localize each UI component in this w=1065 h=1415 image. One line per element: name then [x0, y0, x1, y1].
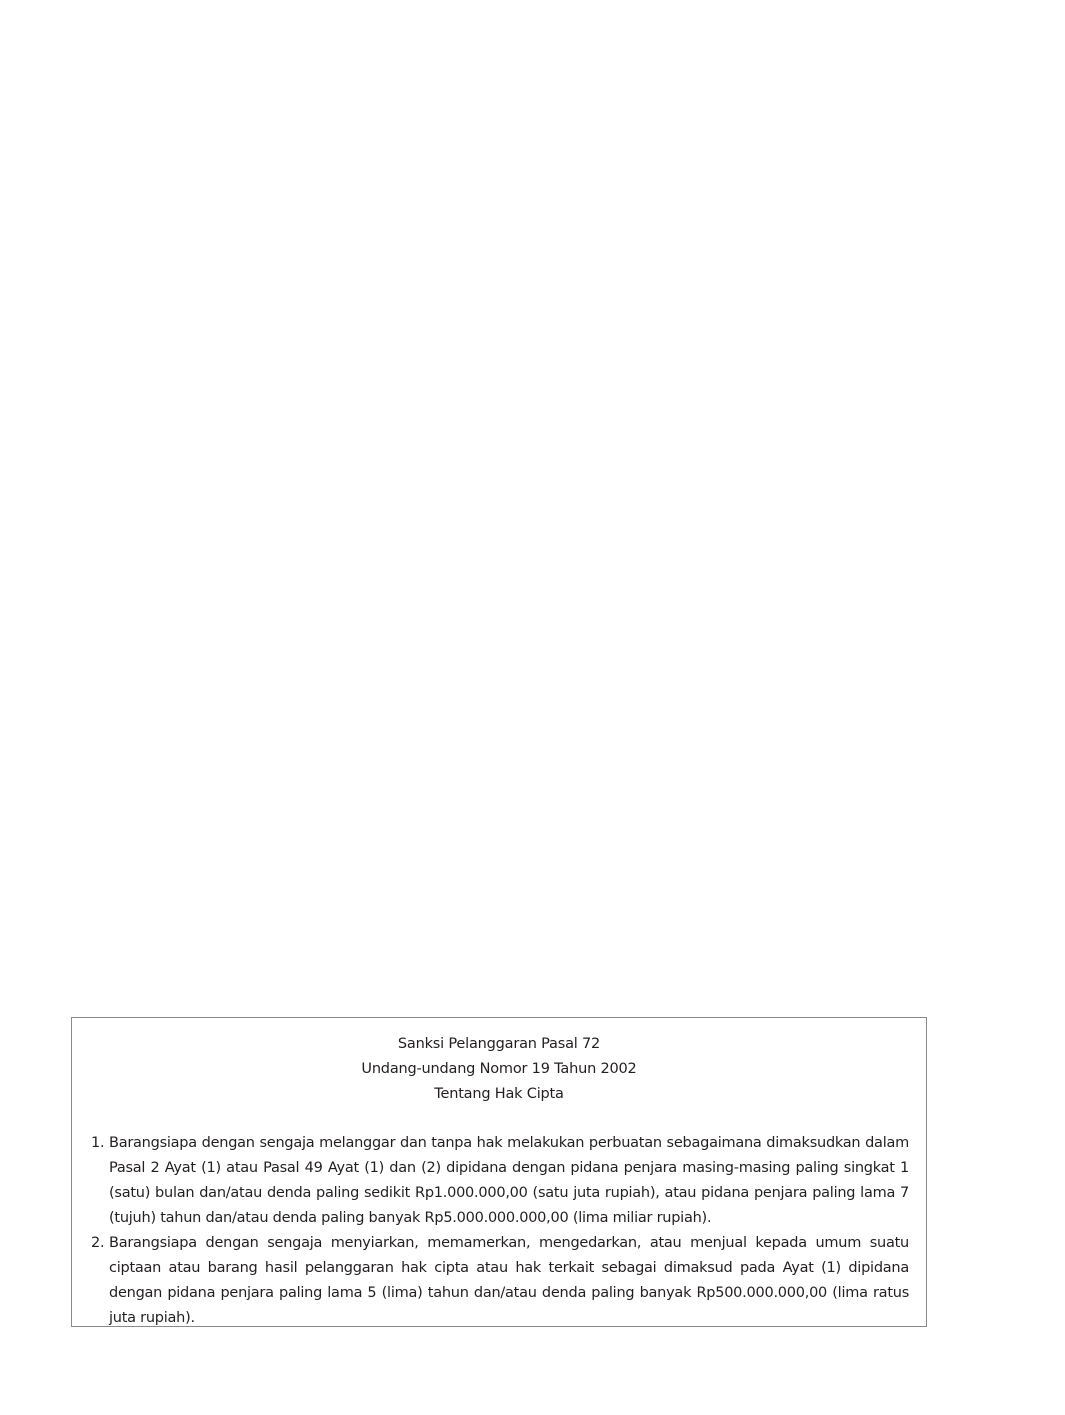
notice-heading [72, 1032, 926, 1107]
sanction-list [91, 1131, 909, 1331]
heading-line-2: Undang-undang Nomor 19 Tahun 2002 [361, 1061, 637, 1077]
sanction-item-text: Barangsiapa dengan sengaja menyiarkan, memamerkan, mengedarkan, atau menjual kepada umum suatu ciptaan atau barang hasil pelanggaran hak cipta atau hak terkait sebagai dimaksud pada Ayat (1) dipidana dengan pidana penjara paling lama 5 (lima) tahun dan/atau denda paling banyak Rp500.000.000,00 (lima ratus juta rupiah). [109, 1235, 909, 1326]
heading-line-1: Sanksi Pelanggaran Pasal 72 [397, 1036, 601, 1052]
sanction-item-number: 1. [91, 1135, 105, 1151]
sanction-item-2 [91, 1231, 909, 1331]
sanction-item-1 [91, 1131, 909, 1231]
sanction-item-text: Barangsiapa dengan sengaja melanggar dan tanpa hak melakukan perbuatan sebagaimana dimaksudkan dalam Pasal 2 Ayat (1) atau Pasal 49 Ayat (1) dan (2) dipidana dengan pidana penjara masing-masing paling singkat 1 (satu) bulan dan/atau denda paling sedikit Rp1.000.000,00 (satu juta rupiah), atau pidana penjara paling lama 7 (tujuh) tahun dan/atau denda paling banyak Rp5.000.000.000,00 (lima miliar rupiah). [109, 1135, 909, 1226]
copyright-sanction-box [71, 1017, 927, 1327]
sanction-item-number: 2. [91, 1235, 105, 1251]
heading-line-3: Tentang Hak Cipta [434, 1086, 564, 1102]
